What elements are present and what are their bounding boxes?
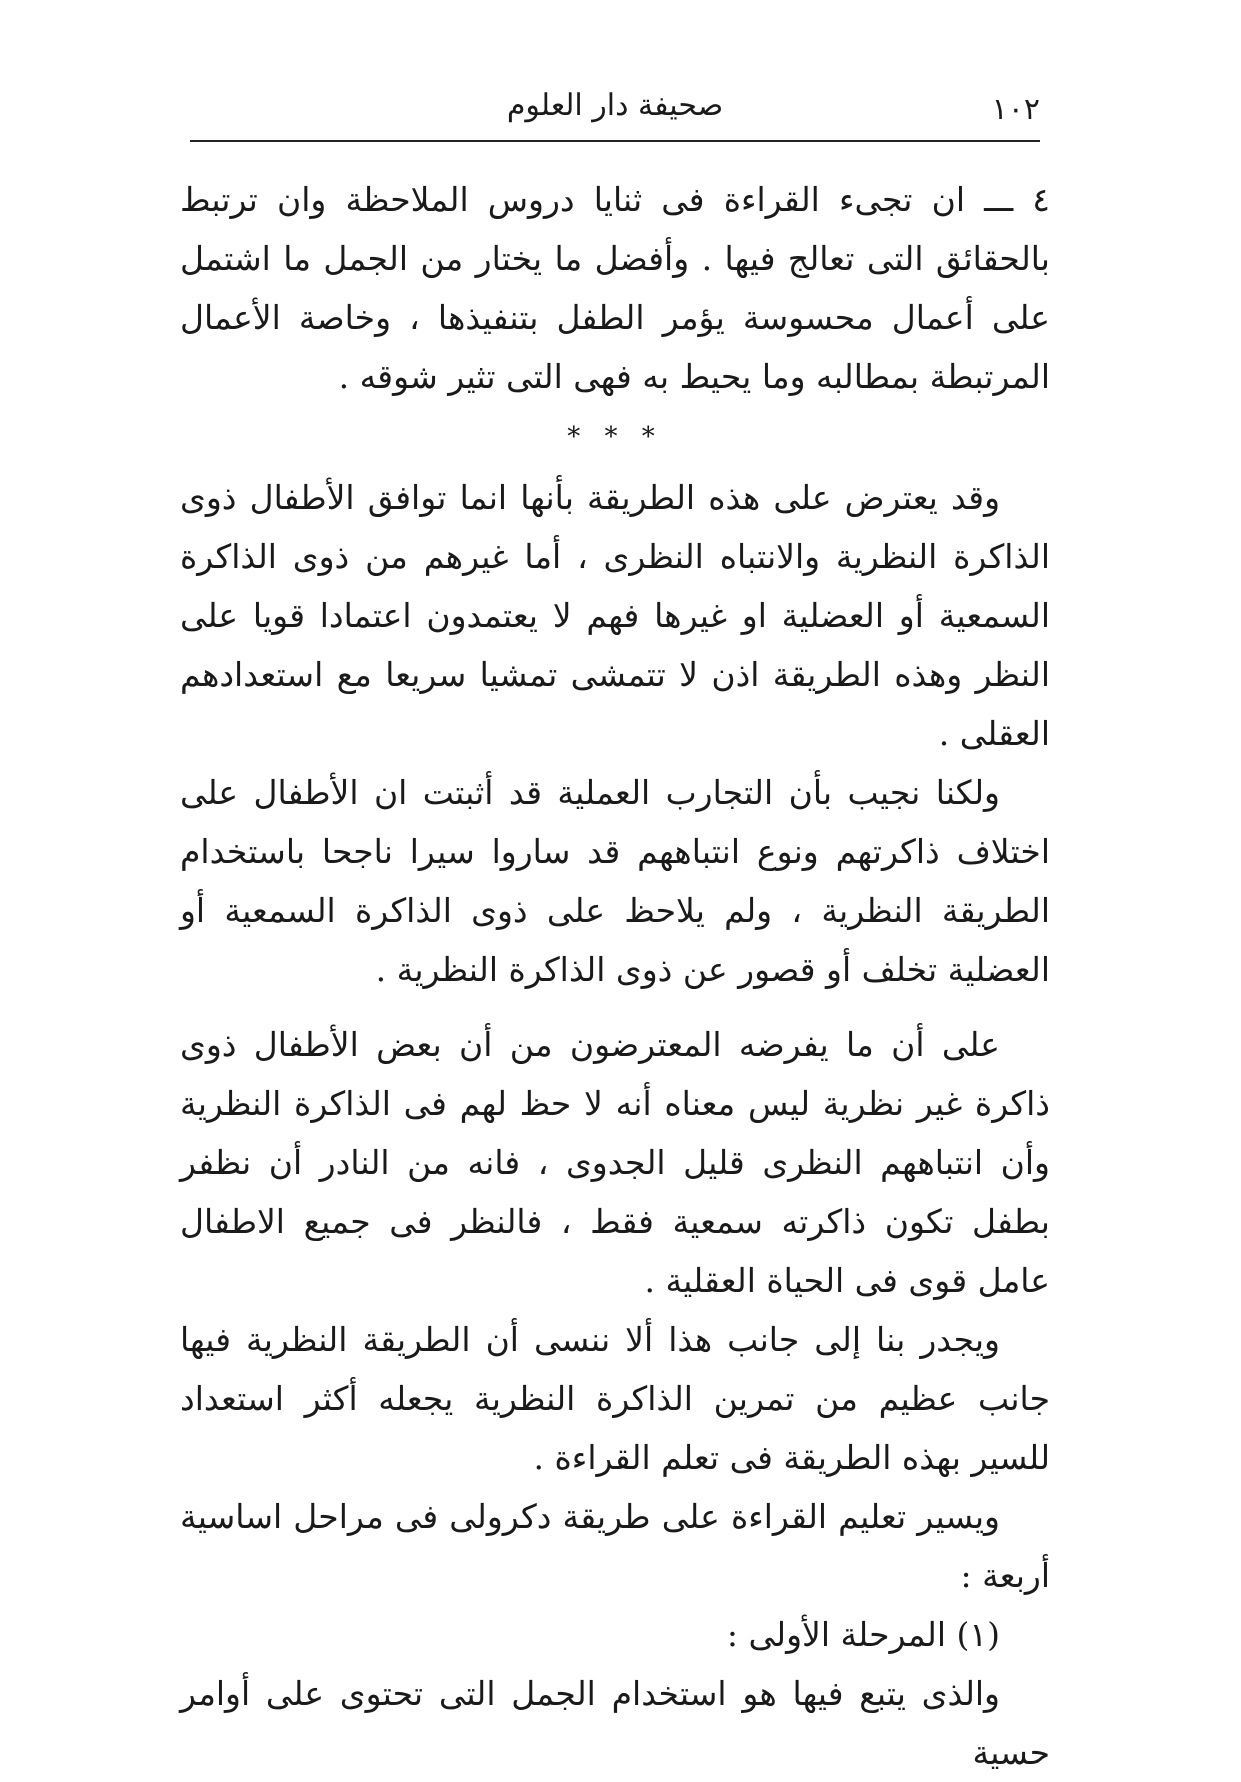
running-head (190, 88, 1040, 138)
paragraph-visual-method: ويجدر بنا إلى جانب هذا ألا ننسى أن الطريقة النظرية فيها جانب عظيم من تمرين الذاكرة النظرية يجعله أكثر استعداد للسير بهذه الطريقة فى تعلم القراءة . (180, 1320, 1050, 1477)
body-text (180, 170, 1050, 1782)
stage-heading-1: (١) المرحلة الأولى : (726, 1615, 1000, 1654)
paragraph-stages-intro: ويسير تعليم القراءة على طريقة دكرولى فى مراحل اساسية أربعة : (180, 1497, 1050, 1595)
section-separator: * * * (567, 422, 663, 452)
paragraph-point-4: ٤ ـــ ان تجىء القراءة فى ثنايا دروس الملاحظة وان ترتبط بالحقائق التى تعالج فيها . وأفضل ما يختار من الجمل ما اشتمل على أعمال محسوسة يؤمر الطفل بتنفيذها ، وخاصة الأعمال المرتبطة بمطالبه وما يحيط به فهى التى تثير شوقه . (180, 180, 1050, 396)
paragraph-gap (180, 999, 1050, 1015)
header-rule (190, 140, 1040, 142)
paragraph-objection: وقد يعترض على هذه الطريقة بأنها انما توافق الأطفال ذوى الذاكرة النظرية والانتباه النظرى ، أما غيرهم من ذوى الذاكرة السمعية أو العضلية او غيرها فهم لا يعتمدون اعتمادا قويا على النظر وهذه الطريقة اذن لا تتمشى تمشيا سريعا مع استعدادهم العقلى . (180, 478, 1050, 753)
paragraph-answer: ولكنا نجيب بأن التجارب العملية قد أثبتت ان الأطفال على اختلاف ذاكرتهم ونوع انتباههم قد ساروا سيرا ناجحا باستخدام الطريقة النظرية ، ولم يلاحظ على ذوى الذاكرة السمعية أو العضلية تخلف أو قصور عن ذوى الذاكرة النظرية . (180, 773, 1050, 989)
page-number: ١٠٢ (991, 92, 1040, 127)
journal-title: صحيفة دار العلوم (506, 88, 724, 123)
paragraph-visual-memory: على أن ما يفرضه المعترضون من أن بعض الأطفال ذوى ذاكرة غير نظرية ليس معناه أنه لا حظ لهم فى الذاكرة النظرية وأن انتباههم النظرى قليل الجدوى ، فانه من النادر أن نظفر بطفل تكون ذاكرته سمعية فقط ، فالنظر فى جميع الاطفال عامل قوى فى الحياة العقلية . (180, 1025, 1050, 1300)
paragraph-stage-1: والذى يتبع فيها هو استخدام الجمل التى تحتوى على أوامر حسية (180, 1674, 1050, 1772)
